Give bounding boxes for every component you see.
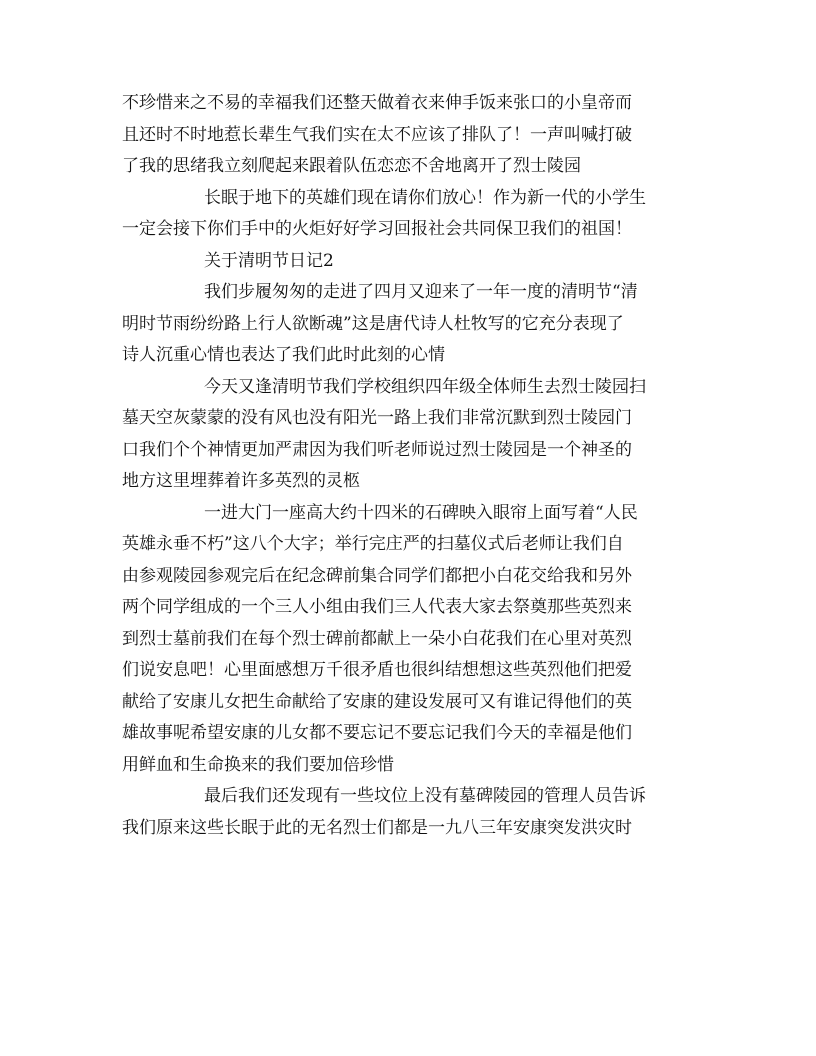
paragraph-first-line: 一进大门一座高大约十四米的石碑映入眼帘上面写着“人民 xyxy=(204,502,638,523)
section-heading: 关于清明节日记2 xyxy=(204,250,334,271)
text-line: 用鲜血和生命换来的我们要加倍珍惜 xyxy=(122,754,394,775)
text-line: 地方这里埋葬着许多英烈的灵柩 xyxy=(122,471,360,491)
paragraph-first-line: 长眠于地下的英雄们现在请你们放心！作为新一代的小学生 xyxy=(204,187,646,208)
document-body xyxy=(122,88,694,844)
paragraph-first-line: 今天又逢清明节我们学校组织四年级全体师生去烈士陵园扫 xyxy=(204,376,646,397)
paragraph-first-line: 最后我们还发现有一些坟位上没有墓碑陵园的管理人员告诉 xyxy=(204,786,646,806)
text-line: 且还时不时地惹长辈生气我们实在太不应该了排队了！一声叫喊打破 xyxy=(122,124,632,145)
text-line: 一定会接下你们手中的火炬好好学习回报社会共同保卫我们的祖国！ xyxy=(122,219,632,239)
text-line: 两个同学组成的一个三人小组由我们三人代表大家去祭奠那些英烈来 xyxy=(122,597,632,617)
text-line: 英雄永垂不朽”这八个大字；举行完庄严的扫墓仪式后老师让我们自 xyxy=(122,534,624,554)
text-line: 到烈士墓前我们在每个烈士碑前都献上一朵小白花我们在心里对英烈 xyxy=(122,628,632,649)
text-line: 们说安息吧！心里面感想万千很矛盾也很纠结想想这些英烈他们把爱 xyxy=(122,660,632,680)
text-line: 墓天空灰蒙蒙的没有风也没有阳光一路上我们非常沉默到烈士陵园门 xyxy=(122,408,632,428)
text-line: 口我们个个神情更加严肃因为我们听老师说过烈士陵园是一个神圣的 xyxy=(122,439,632,460)
text-line: 诗人沉重心情也表达了我们此时此刻的心情 xyxy=(122,345,445,365)
text-line: 明时节雨纷纷路上行人欲断魂”这是唐代诗人杜牧写的它充分表现了 xyxy=(122,313,624,334)
text-line: 我们原来这些长眠于此的无名烈士们都是一九八三年安康突发洪灾时 xyxy=(122,817,632,838)
text-line: 了我的思绪我立刻爬起来跟着队伍恋恋不舍地离开了烈士陵园 xyxy=(122,156,581,176)
text-line: 不珍惜来之不易的幸福我们还整天做着衣来伸手饭来张口的小皇帝而 xyxy=(122,93,632,113)
text-line: 雄故事呢希望安康的儿女都不要忘记不要忘记我们今天的幸福是他们 xyxy=(122,723,632,743)
text-line: 献给了安康儿女把生命献给了安康的建设发展可又有谁记得他们的英 xyxy=(122,691,632,712)
paragraph-first-line: 我们步履匆匆的走进了四月又迎来了一年一度的清明节“清 xyxy=(204,282,638,302)
text-line: 由参观陵园参观完后在纪念碑前集合同学们都把小白花交给我和另外 xyxy=(122,565,632,586)
